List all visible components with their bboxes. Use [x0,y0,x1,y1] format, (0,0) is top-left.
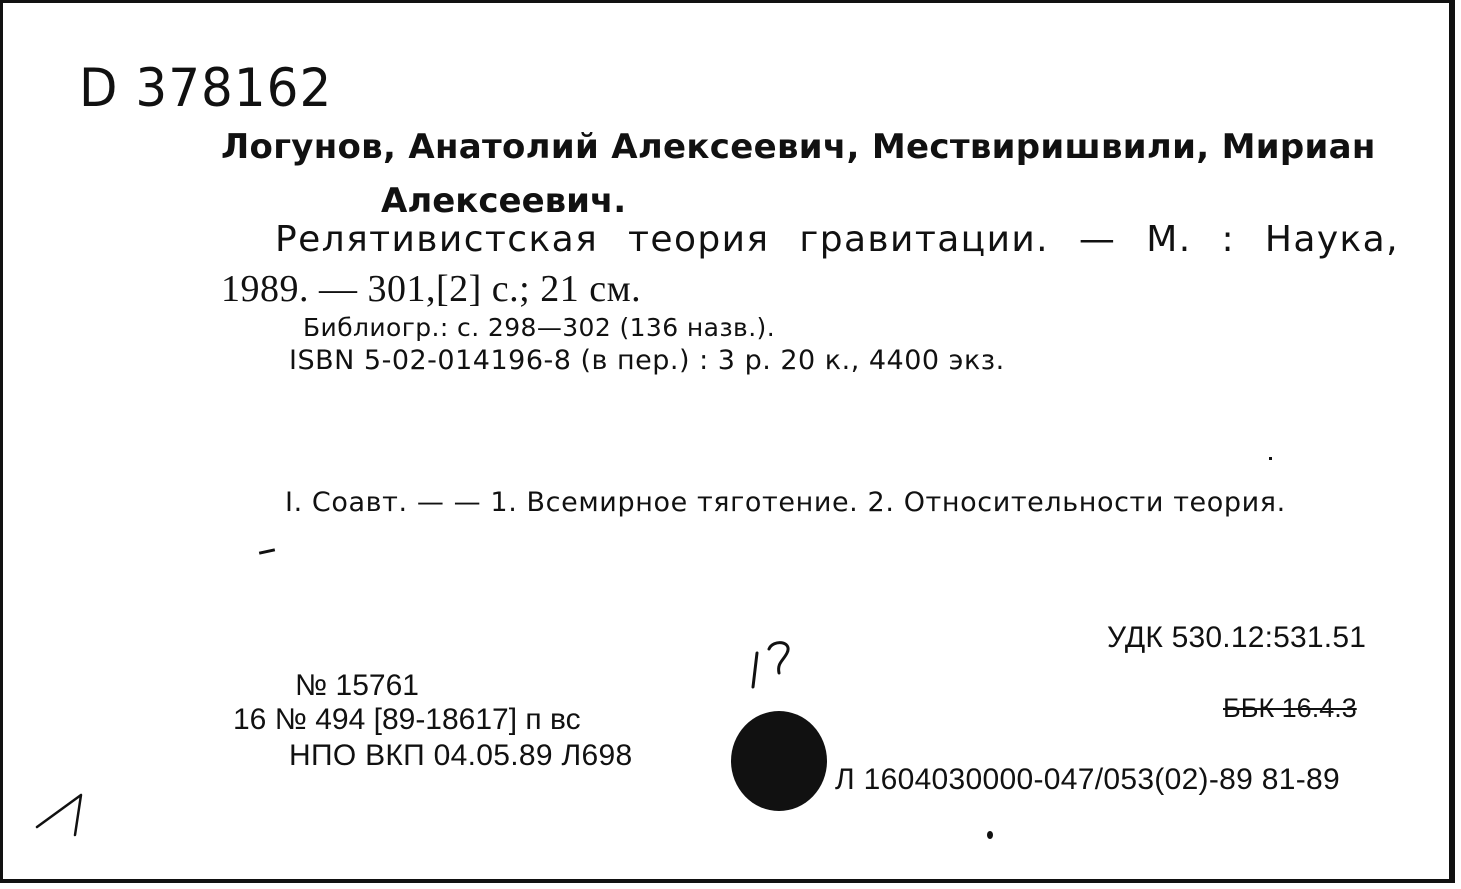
title-word: Релятивистская [275,219,599,260]
title-word: Наука, [1264,219,1399,260]
authors-line: Логунов, Анатолий Алексеевич, Мествиришвили, Мириан [221,127,1376,167]
print-number: 16 № 494 [89-18617] п вс [233,703,581,736]
udc-code: УДК 530.12:531.51 [1107,621,1367,654]
title-word: теория [628,219,770,260]
bibliography-note: Библиогр.: с. 298—302 (136 назв.). [303,313,776,342]
ink-dash-mark [259,548,275,554]
call-number: D 378162 [79,57,333,119]
ink-dot-mark [1269,457,1272,460]
publication-line: 1989. — 301,[2] с.; 21 см. [221,268,642,310]
title-word: М. [1146,219,1192,260]
handwritten-one-mark [33,789,103,839]
subject-headings: I. Соавт. — — 1. Всемирное тяготение. 2. Относительности теория. [285,487,1286,518]
card-code: Л 1604030000-047/053(02)-89 81-89 [835,763,1340,796]
title-line [275,219,1399,260]
handwritten-mark [749,639,799,691]
print-house-line: НПО ВКП 04.05.89 Л698 [289,739,633,772]
bbk-code: ББК 16.4.3 [1223,693,1357,723]
isbn-line: ISBN 5-02-014196-8 (в пер.) : 3 р. 20 к., 4400 экз. [289,345,1005,376]
title-word: : [1221,219,1235,260]
punch-hole [731,711,827,811]
order-number: № 15761 [295,669,419,702]
title-word: — [1078,219,1117,260]
ink-dot-mark [987,831,993,839]
authors-line-continued: Алексеевич. [381,181,627,221]
title-word: гравитации. [799,219,1050,260]
ink-dot-mark [1449,523,1453,527]
